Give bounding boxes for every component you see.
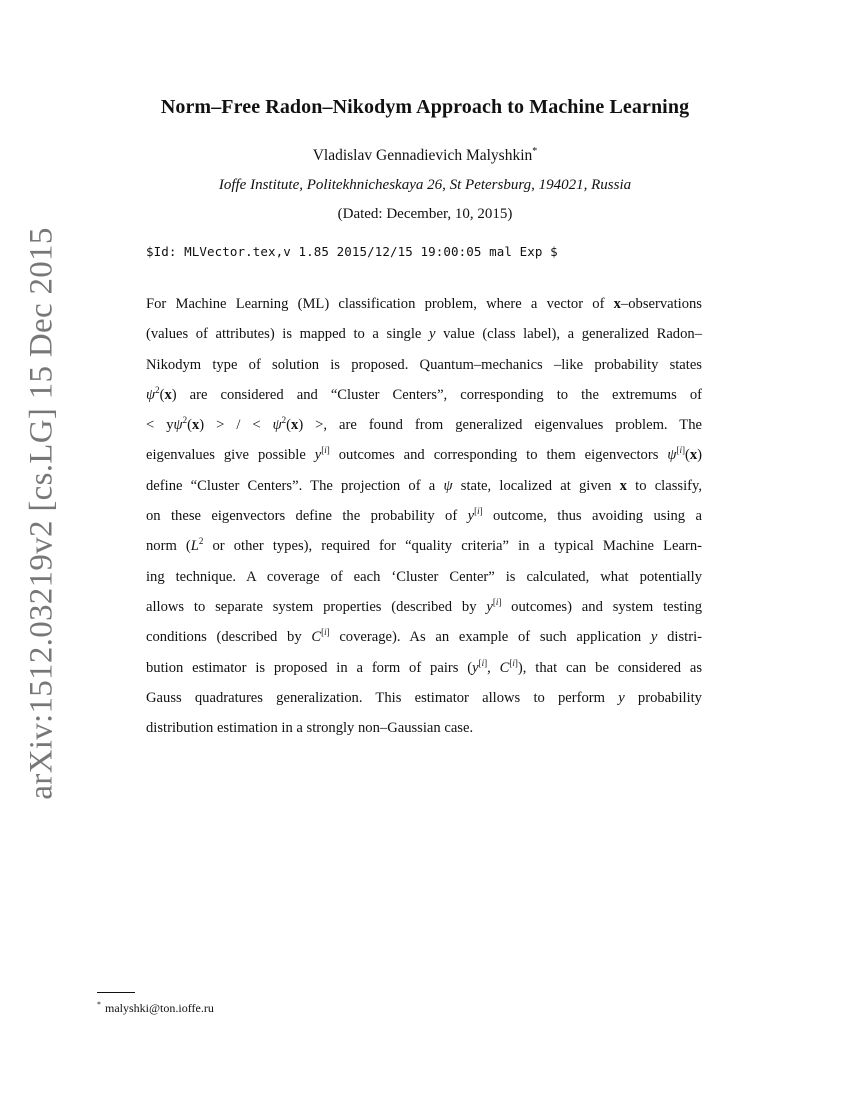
abstract-line: Nikodym type of solution is proposed. Quantum–mechanics –like probability states (146, 356, 702, 373)
date-line: (Dated: December, 10, 2015) (337, 206, 513, 222)
author-footnote-mark: * (532, 146, 538, 157)
footnote (97, 1000, 214, 1016)
abstract-line: norm ($L^2$ or other types), required for “quality criteria” in a typical Machine Learn- (146, 536, 702, 555)
cvs-id-line: $Id: MLVector.tex,v 1.85 2015/12/15 19:00:05 mal Exp $ (146, 244, 558, 259)
footnote-rule (97, 992, 135, 993)
abstract-line: (values of attributes) is mapped to a single y value (class label), a generalized Radon– (146, 326, 702, 343)
abstract-line: ing technique. A coverage of each ‘Cluster Center” is calculated, what potentially (146, 568, 702, 585)
paper-title: Norm–Free Radon–Nikodym Approach to Machine Learning (160, 96, 690, 118)
abstract-line: allows to separate system properties (described by y[i] outcomes) and system testing (146, 597, 702, 615)
abstract-line: define “Cluster Centers”. The projection of a ψ state, localized at given x to classify, (146, 477, 702, 494)
footnote-mark: * (97, 1000, 101, 1009)
arxiv-stamp-text: arXiv:1512.03219v2 [cs.LG] 15 Dec 2015 (23, 226, 60, 800)
author-name: Vladislav Gennadievich Malyshkin (312, 147, 533, 165)
abstract-line: on these eigenvectors define the probability of y[i] outcome, thus avoiding using a (146, 506, 702, 525)
abstract-line: $\psi^2(x)$ are considered and “Cluster Centers”, corresponding to the extremums of (146, 385, 702, 403)
author-line (0, 146, 850, 165)
abstract-line: distribution estimation in a strongly non–Gaussian case. (146, 720, 474, 737)
abstract-line: For Machine Learning (ML) classification problem, where a vector of x–observations (146, 296, 702, 312)
abstract (146, 289, 702, 743)
abstract-line: conditions (described by C[i] coverage). As an example of such application y distri- (146, 627, 702, 646)
abstract-line: bution estimator is proposed in a form of pairs (y[i], C[i]), that can be considered as (146, 657, 703, 676)
abstract-line: Gauss quadratures generalization. This estimator allows to perform y probability (146, 689, 702, 706)
affiliation: Ioffe Institute, Politekhnicheskaya 26, St Petersburg, 194021, Russia (218, 177, 632, 193)
arxiv-identifier-stamp (22, 226, 62, 800)
abstract-line: eigenvalues give possible y[i] outcomes and corresponding to them eigenvectors ψ[i](x) (146, 445, 703, 464)
abstract-line: < $y\psi^2(x)$ > / < $\psi^2(x)$ >, are found from generalized eigenvalues problem. The (146, 415, 702, 434)
footnote-email: malyshki@ton.ioffe.ru (105, 1001, 214, 1015)
